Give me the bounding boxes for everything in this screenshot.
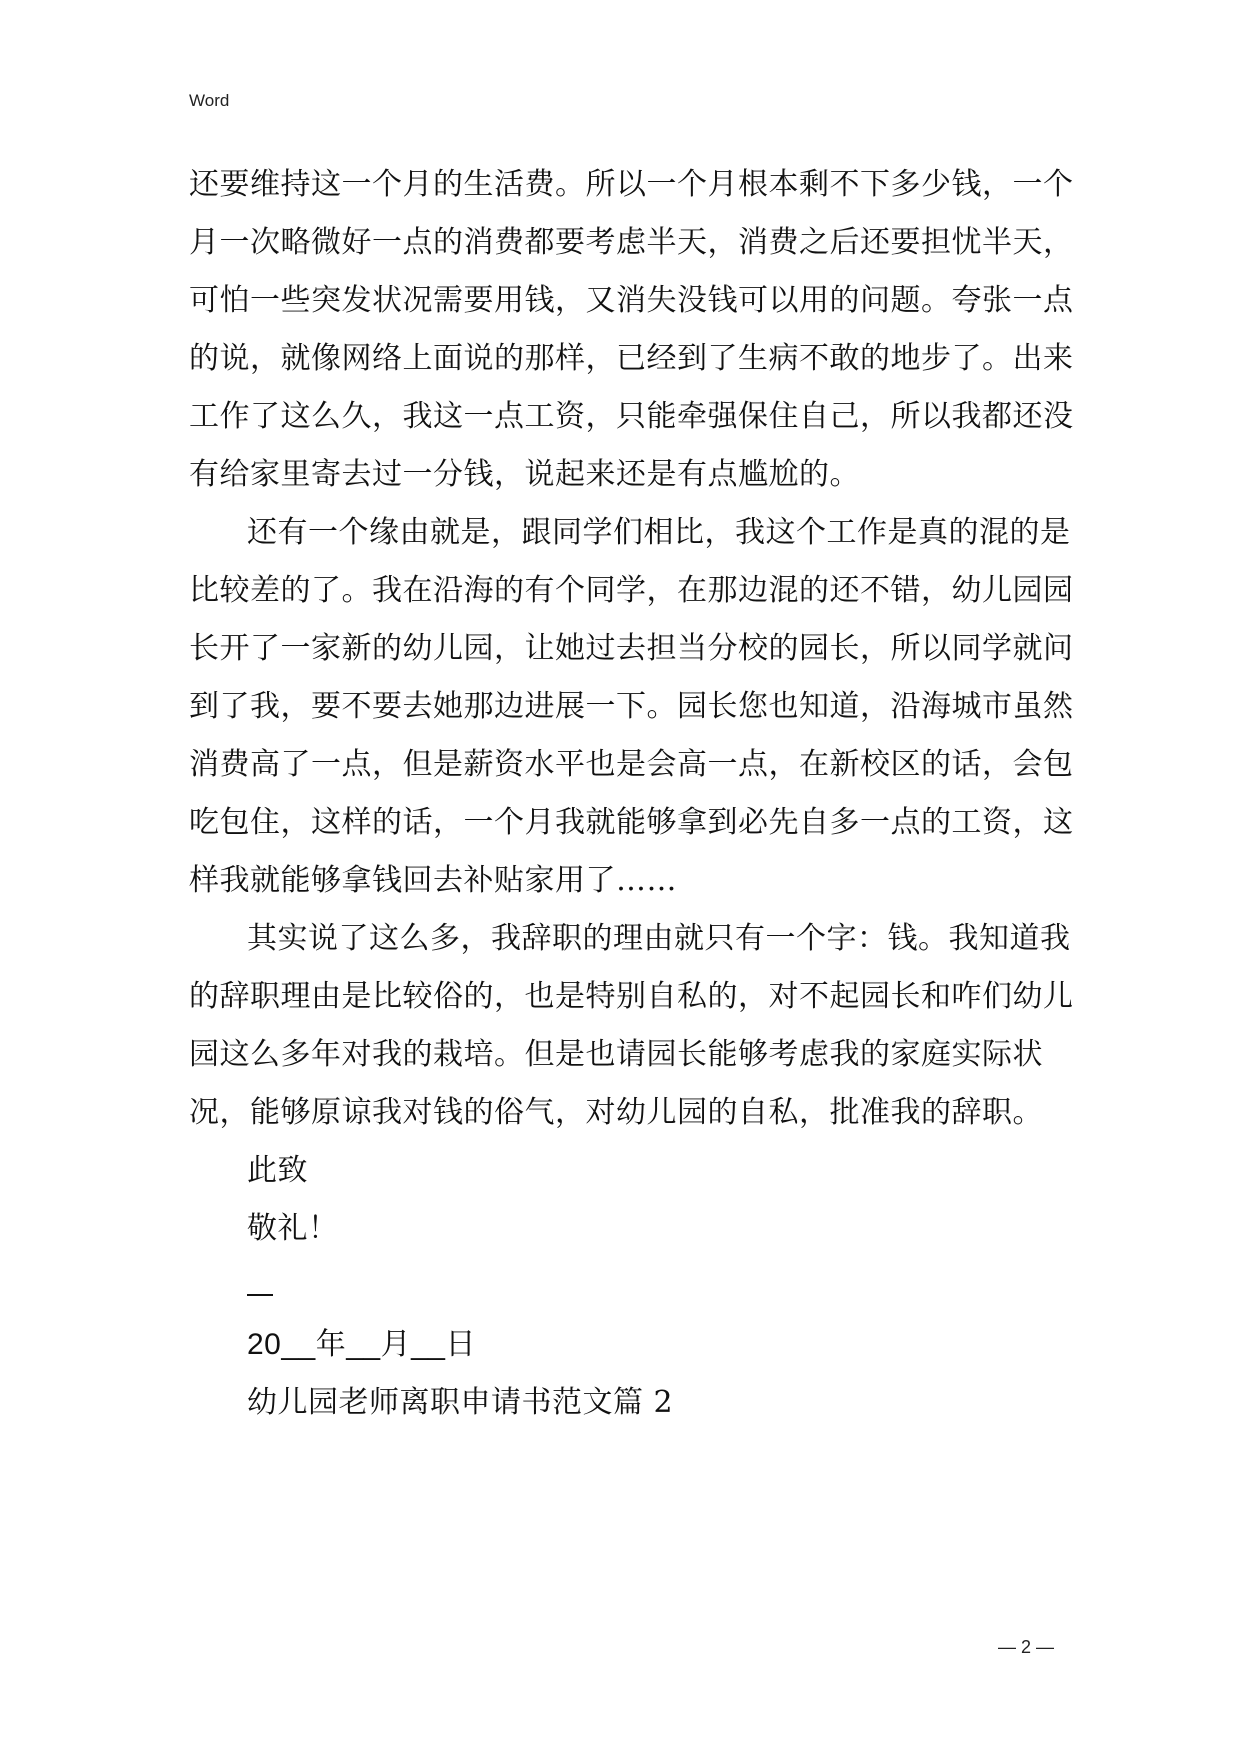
signature-dash	[247, 1294, 273, 1296]
text-line: 到了我，要不要去她那边进展一下。园长您也知道，沿海城市虽然	[189, 689, 1074, 724]
text-line: 其实说了这么多，我辞职的理由就只有一个字：钱。我知道我	[247, 921, 1071, 956]
text-line: 样我就能够拿钱回去补贴家用了……	[189, 863, 677, 898]
document-body	[189, 156, 1074, 1432]
text-line: 比较差的了。我在沿海的有个同学，在那边混的还不错，幼儿园园	[189, 573, 1074, 608]
text-line: 还要维持这一个月的生活费。所以一个月根本剩不下多少钱，一个	[189, 167, 1074, 202]
text-line: 可怕一些突发状况需要用钱，又消失没钱可以用的问题。夸张一点	[189, 283, 1074, 318]
text-line: 工作了这么久，我这一点工资，只能牵强保住自己，所以我都还没	[189, 399, 1074, 434]
text-line: 况，能够原谅我对钱的俗气，对幼儿园的自私，批准我的辞职。	[189, 1095, 1043, 1130]
signature-blank	[189, 1258, 1059, 1316]
text-line: 长开了一家新的幼儿园，让她过去担当分校的园长，所以同学就问	[189, 631, 1074, 666]
header-label: Word	[189, 91, 230, 110]
text-line: 有给家里寄去过一分钱，说起来还是有点尴尬的。	[189, 457, 860, 492]
text-line: 月一次略微好一点的消费都要考虑半天，消费之后还要担忧半天，	[189, 225, 1074, 260]
text-line: 的辞职理由是比较俗的，也是特别自私的，对不起园长和咋们幼儿	[189, 979, 1074, 1014]
date-line: 20__年__月__日	[247, 1328, 476, 1361]
text-line: 的说，就像网络上面说的那样，已经到了生病不敢的地步了。出来	[189, 341, 1074, 376]
page-number: — 2 —	[997, 1637, 1054, 1657]
salutation-line: 此致	[247, 1153, 308, 1188]
text-line: 还有一个缘由就是，跟同学们相比，我这个工作是真的混的是	[247, 515, 1071, 550]
next-section-title: 幼儿园老师离职申请书范文篇 2	[247, 1385, 674, 1420]
salutation-line: 敬礼！	[247, 1211, 339, 1246]
text-line: 园这么多年对我的栽培。但是也请园长能够考虑我的家庭实际状	[189, 1037, 1043, 1072]
text-line: 消费高了一点，但是薪资水平也是会高一点，在新校区的话，会包	[189, 747, 1074, 782]
text-line: 吃包住，这样的话，一个月我就能够拿到必先自多一点的工资，这	[189, 805, 1074, 840]
